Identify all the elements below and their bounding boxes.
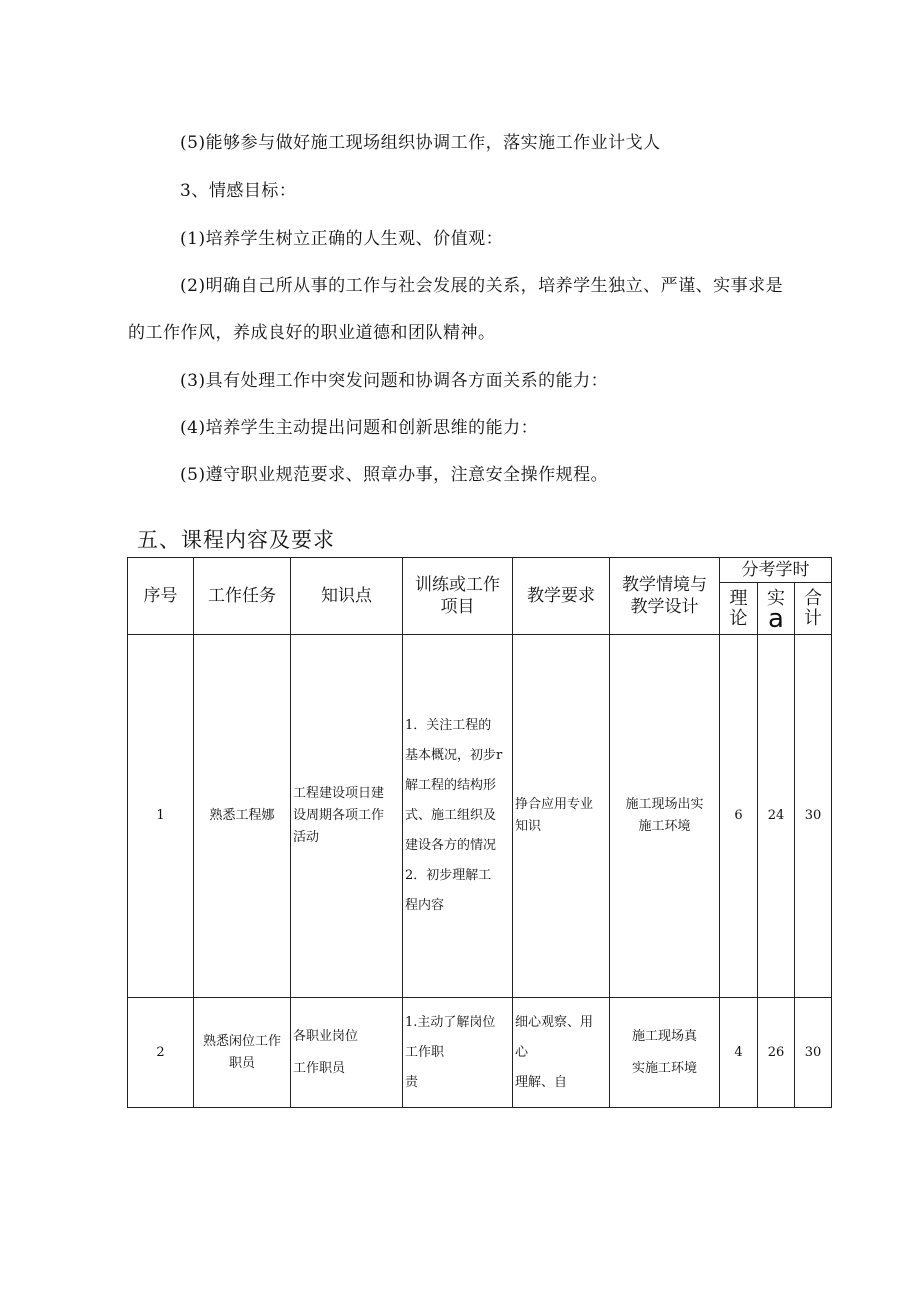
row1-project-line7: 程内容 <box>405 898 445 913</box>
row2-task <box>194 998 291 1108</box>
header-project-line1: 训练或工作 <box>415 575 500 595</box>
row1-design-line2: 施工环境 <box>638 819 691 834</box>
table-row <box>128 635 832 998</box>
header-theory <box>720 583 758 635</box>
row1-project-line2: 基本概况，初步r <box>405 748 503 763</box>
header-practice-line1: 实 <box>767 587 785 609</box>
table-row <box>128 998 832 1108</box>
section-title: 五、课程内容及要求 <box>137 528 335 552</box>
header-total-line2: 计 <box>804 607 822 629</box>
row2-project <box>403 998 513 1108</box>
row1-theory: 6 <box>720 635 758 998</box>
row1-knowledge <box>291 635 403 998</box>
row2-knowledge-line2: 工作职员 <box>293 1060 346 1076</box>
header-requirement: 教学要求 <box>513 558 610 635</box>
paragraph-2: 3、情感目标： <box>180 181 297 201</box>
header-theory-line1: 理 <box>729 587 748 609</box>
header-project <box>403 558 513 635</box>
row2-practice: 26 <box>758 998 795 1108</box>
row2-design-line2: 实施工环境 <box>631 1060 697 1076</box>
row1-design-line1: 施工现场出实 <box>625 797 704 812</box>
header-theory-line2: 论 <box>729 607 748 629</box>
row1-knowledge-line1: 工程建设项日建 <box>293 786 385 801</box>
row1-design <box>610 635 720 998</box>
header-practice-line2: a <box>768 603 784 634</box>
row1-requirement <box>513 635 610 998</box>
row2-seq: 2 <box>128 998 194 1108</box>
header-project-line2: 项目 <box>440 597 475 617</box>
row2-task-line2: 职员 <box>228 1055 255 1071</box>
row1-seq: 1 <box>128 635 194 998</box>
row1-knowledge-line2: 设周期各项工作 <box>293 808 385 823</box>
header-total-line1: 合 <box>804 587 822 609</box>
row2-requirement-line1: 细心观察、用 <box>515 1014 594 1030</box>
row2-theory: 4 <box>720 998 758 1108</box>
row1-total: 30 <box>795 635 832 998</box>
row2-requirement-line2: 心 <box>515 1044 529 1060</box>
paragraph-5: (3)具有处理工作中突发问题和协调各方面关系的能力： <box>180 371 609 391</box>
header-design <box>610 558 720 635</box>
header-hours: 分考学时 <box>720 558 832 583</box>
row1-knowledge-line3: 活动 <box>293 830 320 845</box>
row2-project-line1: 1.主动了解岗位 <box>405 1014 496 1030</box>
row2-task-line1: 熟悉闲位工作 <box>202 1033 281 1049</box>
header-seq: 序号 <box>128 558 194 635</box>
header-design-line1: 教学情境与 <box>622 575 707 595</box>
row1-project-line4: 式、施工组织及 <box>405 808 497 823</box>
row2-design <box>610 998 720 1108</box>
header-practice <box>758 583 795 635</box>
row1-project-line5: 建设各方的情况 <box>405 838 497 853</box>
paragraph-6: (4)培养学生主动提出问题和创新思维的能力： <box>180 418 539 438</box>
paragraph-3: (1)培养学生树立正确的人生观、价值观： <box>180 229 504 249</box>
row2-knowledge-line1: 各职业岗位 <box>293 1028 359 1044</box>
row2-project-line2: 工作职 <box>405 1044 445 1060</box>
paragraph-4-cont: 的工作作风，养成良好的职业道德和团队精神。 <box>128 323 496 343</box>
row1-project-line3: 解工程的结构形 <box>405 778 497 793</box>
row1-project-line6: 2．初步理解工 <box>405 868 492 883</box>
paragraph-7: (5)遵守职业规范要求、照章办事，注意安全操作规程。 <box>180 465 609 485</box>
course-table <box>127 557 832 1108</box>
paragraph-4: (2)明确自己所从事的工作与社会发展的关系，培养学生独立、严谨、实事求是 <box>180 276 784 296</box>
row1-project <box>403 635 513 998</box>
header-total <box>795 583 832 635</box>
row2-design-line1: 施工现场真 <box>631 1028 697 1044</box>
row1-task: 熟悉工程娜 <box>194 635 291 998</box>
row1-project-line1: 1．关注工程的 <box>405 718 492 733</box>
header-task: 工作任务 <box>194 558 291 635</box>
row2-knowledge <box>291 998 403 1108</box>
row1-practice: 24 <box>758 635 795 998</box>
header-knowledge: 知识点 <box>291 558 403 635</box>
row2-project-line3: 责 <box>405 1074 419 1090</box>
header-design-line2: 教学设计 <box>630 597 699 617</box>
row1-requirement-line1: 挣合应用专业 <box>515 797 594 812</box>
row2-requirement-line3: 理解、自 <box>515 1074 568 1090</box>
row2-requirement <box>513 998 610 1108</box>
row2-total: 30 <box>795 998 832 1108</box>
row1-requirement-line2: 知识 <box>515 819 542 834</box>
paragraph-1: (5)能够参与做好施工现场组织协调工作，落实施工作业计戈人 <box>180 133 661 153</box>
